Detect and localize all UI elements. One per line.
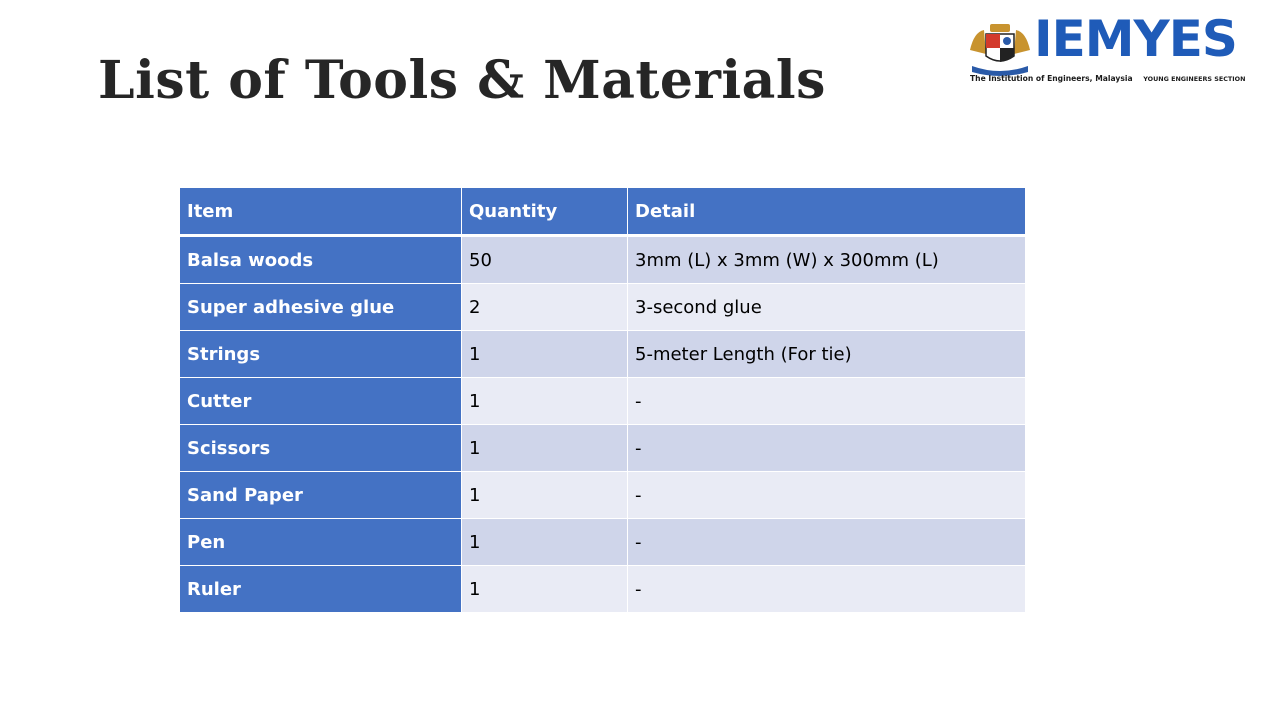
item-cell: Sand Paper [180,472,462,519]
quantity-cell: 2 [462,284,628,331]
table-row [180,472,1026,519]
logo-wordmark [1034,10,1237,68]
item-cell: Scissors [180,425,462,472]
item-cell: Super adhesive glue [180,284,462,331]
materials-table [179,187,1026,613]
header-item: Item [180,188,462,236]
quantity-cell: 1 [462,472,628,519]
quantity-cell: 1 [462,425,628,472]
detail-cell: 5-meter Length (For tie) [628,331,1026,378]
logo-wordmark-yes: YES [1133,10,1237,68]
table-row [180,284,1026,331]
header-quantity: Quantity [462,188,628,236]
table-row [180,425,1026,472]
logo-caption-institution: The Institution of Engineers, Malaysia [970,74,1133,83]
quantity-cell: 1 [462,378,628,425]
quantity-cell: 50 [462,236,628,284]
table-header-row [180,188,1026,236]
iem-yes-logo [966,10,1246,86]
quantity-cell: 1 [462,331,628,378]
slide-title: List of Tools & Materials [98,50,826,111]
item-cell: Ruler [180,566,462,613]
detail-cell: 3-second glue [628,284,1026,331]
table-row [180,566,1026,613]
detail-cell: 3mm (L) x 3mm (W) x 300mm (L) [628,236,1026,284]
item-cell: Cutter [180,378,462,425]
table-row [180,378,1026,425]
detail-cell: - [628,519,1026,566]
table-row [180,236,1026,284]
item-cell: Strings [180,331,462,378]
detail-cell: - [628,472,1026,519]
detail-cell: - [628,378,1026,425]
header-detail: Detail [628,188,1026,236]
detail-cell: - [628,425,1026,472]
quantity-cell: 1 [462,519,628,566]
detail-cell: - [628,566,1026,613]
logo-captions [970,74,1245,83]
logo-wordmark-iem: IEM [1034,10,1134,68]
item-cell: Pen [180,519,462,566]
item-cell: Balsa woods [180,236,462,284]
logo-caption-section: YOUNG ENGINEERS SECTION [1143,75,1246,83]
quantity-cell: 1 [462,566,628,613]
table-row [180,519,1026,566]
table-row [180,331,1026,378]
iem-crest-icon [966,20,1034,78]
